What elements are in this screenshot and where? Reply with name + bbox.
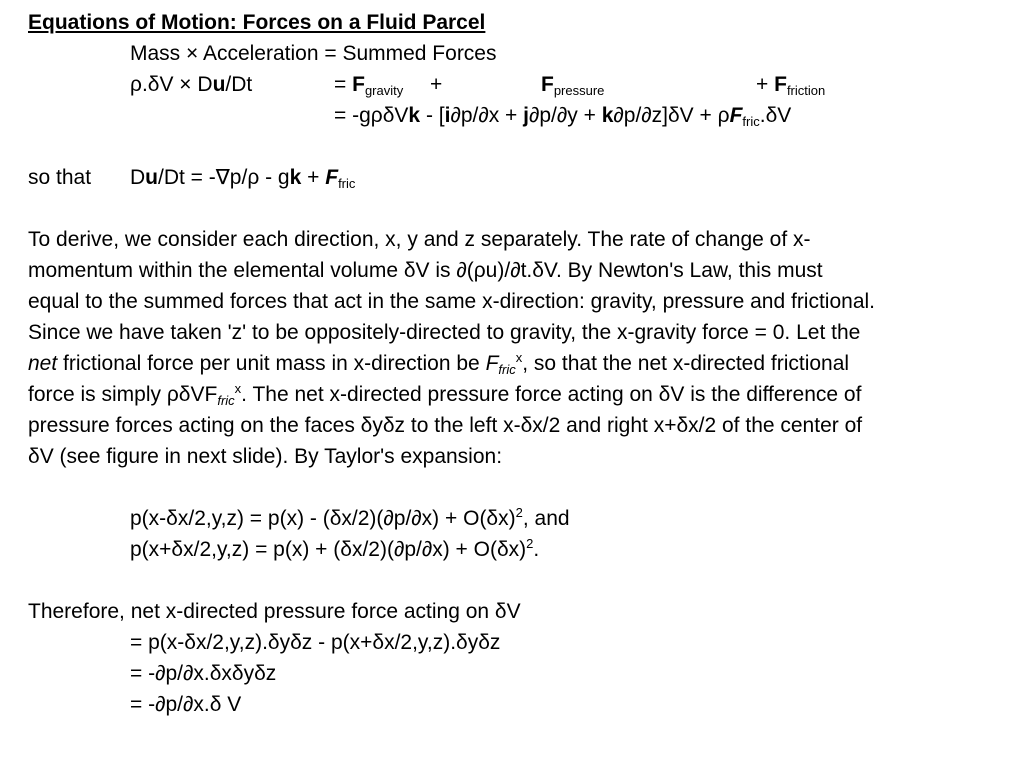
therefore-line: = -∂p/∂x.δxδyδz [130,662,277,685]
paragraph-line: To derive, we consider each direction, x, y and z separately. The rate of change of x- [28,228,811,251]
page-title: Equations of Motion: Forces on a Fluid Parcel [28,11,486,34]
paragraph-line: force is simply ρδVF$_{fric}^x$. The net x-directed pressure force acting on δV is the difference of [28,381,862,408]
intro-line-2-lhs: ρ.δV × Du/Dt [130,73,253,96]
taylor-line-2: $p(x+\delta x/2,y,z) = p(x) + (\delta x/2)(\partial p/\partial x) + O(\delta x)^2$. [130,536,540,561]
paragraph-line: δV (see figure in next slide). By Taylor's expansion: [28,445,503,468]
intro-line-3: = $-g\rho\delta Vk - [i\partial p/\partial x + j\partial p/\partial y + k\partial p/\partial z]\delta V + \rho F_{fric}.\delta V$ [334,104,792,129]
therefore-line: = p(x-δx/2,y,z).δyδz - p(x+δx/2,y,z).δyδz [130,631,501,654]
term-pressure: $F_{pressure}$ [541,73,605,98]
paragraph-line: equal to the summed forces that act in the same x-direction: gravity, pressure and frictional. [28,290,876,313]
therefore-heading: Therefore, net x-directed pressure force acting on δV [28,600,521,623]
taylor-line-1: $p(x-\delta x/2,y,z) = p(x) - (\delta x/2)(\partial p/\partial x) + O(\delta x)^2$, and [130,505,570,530]
intro-line-1: Mass × Acceleration = Summed Forces [130,42,497,65]
term-friction: + $F_{friction}$ [756,73,826,98]
so-that-equation: Du/Dt = -∇p/ρ - gk + $F_{fric}$ [130,166,356,191]
therefore-line: = -∂p/∂x.δ V [130,693,242,716]
plus-sign: + [430,73,443,96]
term-gravity: = $F_{gravity}$ [334,73,404,98]
paragraph-line: pressure forces acting on the faces δyδz to the left x-δx/2 and right x+δx/2 of the center of [28,414,863,437]
so-that-label: so that [28,166,92,189]
paragraph-line: net frictional force per unit mass in x-direction be $F_{fric}^x$, so that the net x-directed frictional [28,350,850,377]
paragraph-line: momentum within the elemental volume δV is ∂(ρu)/∂t.δV. By Newton's Law, this must [28,259,823,282]
paragraph-line: Since we have taken 'z' to be oppositely-directed to gravity, the x-gravity force = 0. Let the [28,321,861,344]
